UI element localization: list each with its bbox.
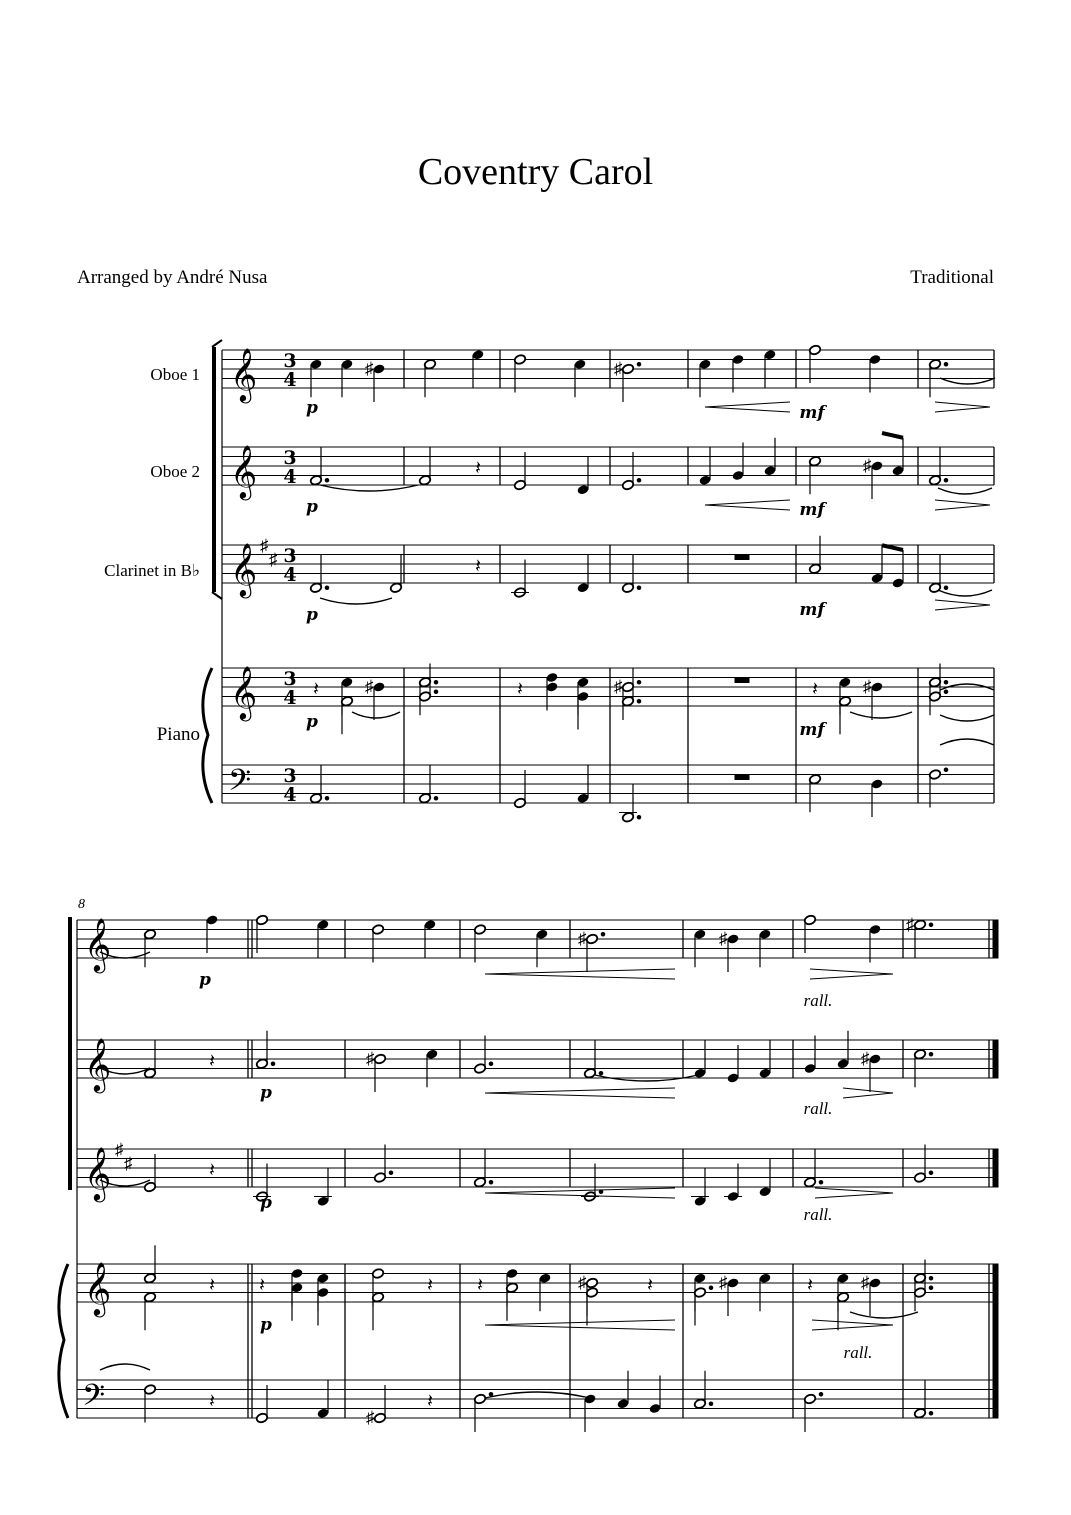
dynamic-p: p: [260, 1083, 272, 1103]
tie: [320, 485, 418, 491]
time-signature-denominator: 4: [283, 784, 297, 806]
augmentation-dot: [599, 1071, 603, 1075]
quarter-rest: 𝄽: [209, 1051, 215, 1072]
time-signature-numerator: 3: [283, 545, 297, 567]
instrument-label-clarinet: Clarinet in B♭: [104, 561, 200, 580]
augmentation-dot: [929, 1276, 933, 1280]
tempo-rall: rall.: [843, 1343, 873, 1362]
dynamic-p: p: [306, 398, 318, 418]
treble-clef-icon: 𝄞: [230, 444, 258, 498]
augmentation-dot: [637, 586, 641, 590]
augmentation-dot: [944, 768, 948, 772]
instrument-label-piano: Piano: [156, 724, 200, 745]
treble-clef-icon: 𝄞: [84, 917, 112, 971]
dynamic-p: p: [199, 970, 211, 990]
crescendo-hairpin: [705, 500, 790, 510]
sharp-accidental: ♯: [861, 1049, 870, 1068]
dynamic-mf: mf: [799, 720, 825, 740]
key-sharp-f: ♯: [115, 1140, 124, 1159]
augmentation-dot: [599, 1190, 603, 1194]
sharp-accidental: ♯: [719, 1273, 728, 1292]
diminuendo-hairpin: [935, 500, 990, 510]
beam: [882, 545, 903, 550]
sharp-accidental: ♯: [614, 359, 623, 378]
beam: [882, 433, 903, 438]
score-title: Coventry Carol: [417, 151, 654, 193]
diminuendo-hairpin: [935, 600, 990, 610]
quarter-rest: 𝄽: [427, 1275, 433, 1296]
augmentation-dot: [434, 690, 438, 694]
augmentation-dot: [637, 699, 641, 703]
tie: [938, 590, 992, 596]
augmentation-dot: [929, 1411, 933, 1415]
whole-rest: [735, 555, 749, 560]
tie: [352, 712, 400, 718]
treble-clef-icon: 𝄞: [230, 542, 258, 596]
key-sharp-f: ♯: [260, 536, 269, 555]
sharp-accidental: ♯: [863, 677, 872, 696]
treble-clef-icon: 𝄞: [84, 1037, 112, 1091]
bass-clef-icon: 𝄢: [228, 764, 252, 805]
augmentation-dot: [325, 796, 329, 800]
bass-clef-icon: 𝄢: [82, 1379, 106, 1420]
augmentation-dot: [601, 932, 605, 936]
treble-clef-icon: 𝄞: [84, 1261, 112, 1315]
sharp-accidental: ♯: [365, 359, 374, 378]
tie: [485, 1392, 590, 1398]
time-signature-numerator: 3: [283, 447, 297, 469]
dynamic-p: p: [306, 712, 318, 732]
augmentation-dot: [637, 680, 641, 684]
quarter-rest: 𝄽: [209, 1391, 215, 1412]
arranger-credit: Arranged by André Nusa: [77, 267, 268, 288]
final-barline: [993, 1040, 998, 1078]
treble-clef-icon: 𝄞: [230, 347, 258, 401]
augmentation-dot: [434, 796, 438, 800]
dynamic-p: p: [260, 1193, 272, 1213]
whole-rest: [735, 678, 749, 683]
augmentation-dot: [637, 815, 641, 819]
tempo-rall: rall.: [803, 1205, 833, 1224]
quarter-rest: 𝄽: [259, 1275, 265, 1296]
augmentation-dot: [929, 923, 933, 927]
quarter-rest: 𝄽: [475, 458, 481, 479]
time-signature-denominator: 4: [283, 564, 297, 586]
sharp-accidental: ♯: [906, 914, 915, 934]
sharp-accidental: ♯: [578, 1273, 587, 1292]
crescendo-hairpin: [705, 402, 790, 412]
sharp-accidental: ♯: [861, 1273, 870, 1292]
augmentation-dot: [489, 1392, 493, 1396]
augmentation-dot: [325, 478, 329, 482]
diminuendo-hairpin: [935, 402, 990, 412]
sharp-accidental: ♯: [365, 677, 374, 696]
augmentation-dot: [709, 1402, 713, 1406]
quarter-rest: 𝄽: [209, 1160, 215, 1181]
augmentation-dot: [325, 586, 329, 590]
instrument-label-oboe2: Oboe 2: [150, 462, 200, 481]
dynamic-mf: mf: [799, 600, 825, 620]
time-signature-denominator: 4: [283, 369, 297, 391]
instrument-label-oboe1: Oboe 1: [150, 365, 200, 384]
sharp-accidental: ♯: [578, 929, 587, 948]
dynamic-mf: mf: [799, 403, 825, 423]
crescendo-hairpin: [485, 1188, 675, 1198]
augmentation-dot: [489, 1062, 493, 1066]
augmentation-dot: [944, 362, 948, 366]
measure-number: 8: [78, 897, 85, 912]
quarter-rest: 𝄽: [517, 679, 523, 700]
augmentation-dot: [709, 1286, 713, 1290]
augmentation-dot: [944, 690, 948, 694]
quarter-rest: 𝄽: [209, 1275, 215, 1296]
augmentation-dot: [389, 1171, 393, 1175]
augmentation-dot: [489, 1180, 493, 1184]
key-sharp-c: ♯: [269, 550, 278, 569]
time-signature-numerator: 3: [283, 668, 297, 690]
composer-credit: Traditional: [910, 267, 994, 288]
tempo-rall: rall.: [803, 991, 833, 1010]
time-signature-denominator: 4: [283, 687, 297, 709]
bracket-hook: [212, 592, 222, 599]
diminuendo-hairpin: [812, 1320, 893, 1330]
dynamic-p: p: [260, 1315, 272, 1335]
quarter-rest: 𝄽: [427, 1391, 433, 1412]
quarter-rest: 𝄽: [313, 679, 319, 700]
quarter-rest: 𝄽: [812, 679, 818, 700]
augmentation-dot: [944, 680, 948, 684]
final-barline: [993, 1264, 998, 1418]
augmentation-dot: [944, 586, 948, 590]
tie: [100, 1364, 150, 1370]
augmentation-dot: [434, 680, 438, 684]
treble-clef-icon: 𝄞: [230, 665, 258, 719]
augmentation-dot: [929, 1171, 933, 1175]
diminuendo-hairpin: [810, 969, 893, 979]
final-barline: [993, 920, 998, 958]
tie: [940, 739, 994, 745]
tie: [940, 715, 994, 721]
time-signature-numerator: 3: [283, 765, 297, 787]
quarter-rest: 𝄽: [475, 556, 481, 577]
augmentation-dot: [929, 1052, 933, 1056]
sharp-accidental: ♯: [366, 1049, 375, 1068]
sharp-accidental: ♯: [614, 677, 623, 696]
sharp-accidental: ♯: [863, 456, 872, 475]
crescendo-hairpin: [485, 1320, 675, 1330]
piano-brace: [59, 1264, 68, 1418]
tie: [938, 488, 992, 494]
time-signature-denominator: 4: [283, 466, 297, 488]
quarter-rest: 𝄽: [807, 1275, 813, 1296]
time-signature-numerator: 3: [283, 350, 297, 372]
augmentation-dot: [637, 478, 641, 482]
dynamic-mf: mf: [799, 500, 825, 520]
treble-clef-icon: 𝄞: [84, 1146, 112, 1200]
crescendo-hairpin: [485, 1088, 675, 1098]
quarter-rest: 𝄽: [477, 1275, 483, 1296]
sharp-accidental: ♯: [366, 1408, 375, 1427]
diminuendo-hairpin: [843, 1088, 893, 1098]
dynamic-p: p: [306, 497, 318, 517]
crescendo-hairpin: [485, 969, 675, 979]
final-barline: [993, 1149, 998, 1187]
augmentation-dot: [637, 362, 641, 366]
augmentation-dot: [819, 1180, 823, 1184]
tie: [850, 712, 912, 718]
dynamic-p: p: [306, 605, 318, 625]
whole-rest: [735, 775, 749, 780]
tie: [850, 1312, 918, 1318]
augmentation-dot: [819, 1392, 823, 1396]
diminuendo-hairpin: [815, 1188, 893, 1198]
key-sharp-c: ♯: [124, 1154, 133, 1173]
augmentation-dot: [271, 1062, 275, 1066]
quarter-rest: 𝄽: [647, 1275, 653, 1296]
piano-brace: [203, 668, 212, 803]
tie: [320, 598, 392, 604]
tempo-rall: rall.: [803, 1099, 833, 1118]
augmentation-dot: [929, 1286, 933, 1290]
sharp-accidental: ♯: [719, 929, 728, 948]
augmentation-dot: [944, 478, 948, 482]
bracket-hook: [212, 340, 222, 347]
